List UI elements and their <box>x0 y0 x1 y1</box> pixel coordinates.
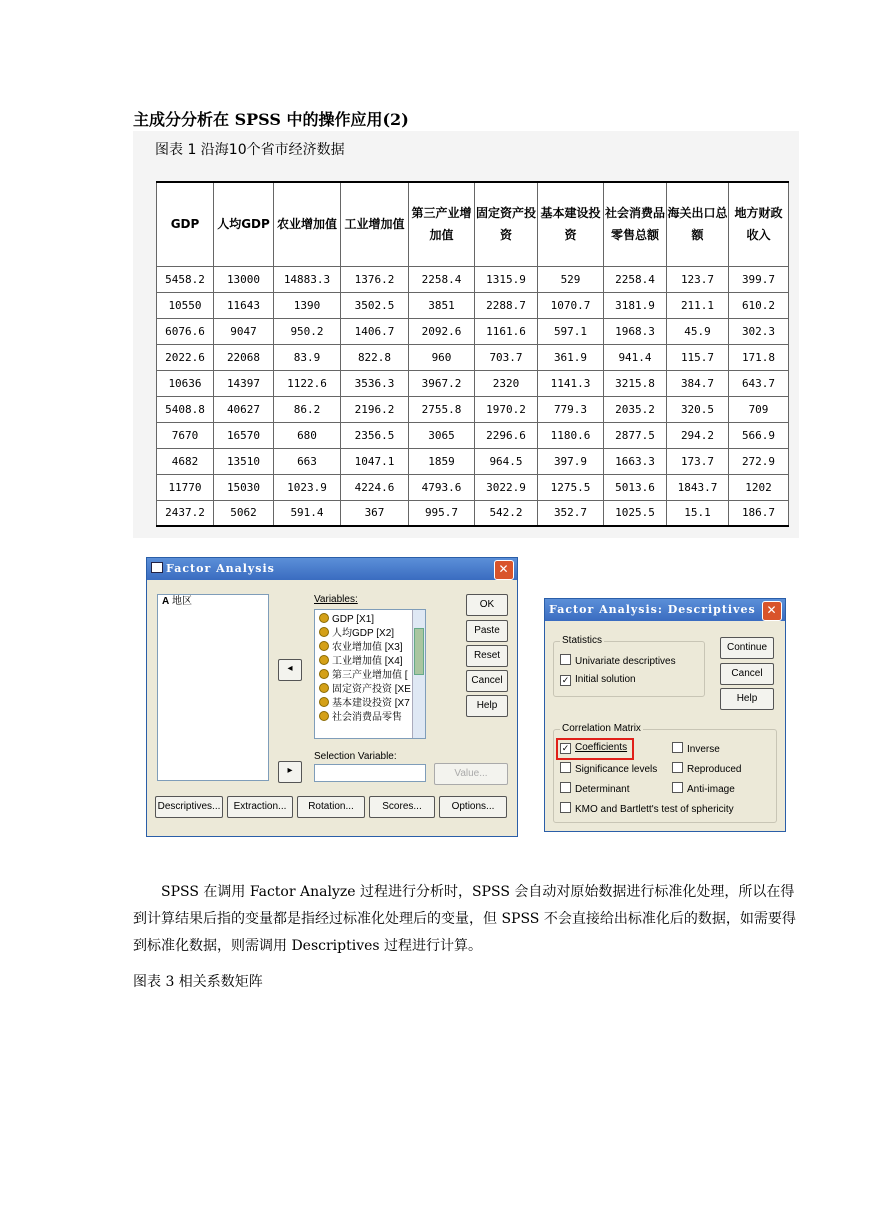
table-cell: 2196.2 <box>341 396 409 422</box>
checkbox-icon <box>560 654 571 665</box>
table-cell: 16570 <box>214 422 274 448</box>
table-cell: 367 <box>341 500 409 526</box>
table-cell: 1141.3 <box>538 370 604 396</box>
numeric-variable-icon <box>319 683 329 693</box>
column-header: 社会消费品零售总额 <box>604 182 667 266</box>
table-cell: 302.3 <box>729 318 789 344</box>
table-cell: 2288.7 <box>475 292 538 318</box>
table-cell: 1968.3 <box>604 318 667 344</box>
column-header: 农业增加值 <box>274 182 341 266</box>
factor-analysis-dialog <box>146 557 518 837</box>
continue-button[interactable]: Continue <box>720 637 774 659</box>
table-cell: 709 <box>729 396 789 422</box>
table-cell: 1275.5 <box>538 474 604 500</box>
checkbox-icon <box>560 762 571 773</box>
table-cell: 171.8 <box>729 344 789 370</box>
table-cell: 1180.6 <box>538 422 604 448</box>
numeric-variable-icon <box>319 641 329 651</box>
table-cell: 941.4 <box>604 344 667 370</box>
list-item[interactable]: 社会消费品零售 <box>315 711 425 725</box>
significance-checkbox[interactable]: Significance levels <box>560 762 657 775</box>
dialog-title: Factor Analysis <box>166 562 275 575</box>
column-header: 海关出口总额 <box>667 182 729 266</box>
table-cell: 2296.6 <box>475 422 538 448</box>
table-cell: 1406.7 <box>341 318 409 344</box>
help-button[interactable]: Help <box>720 688 774 710</box>
table-cell: 2320 <box>475 370 538 396</box>
dialog-titlebar <box>545 599 785 621</box>
table-cell: 566.9 <box>729 422 789 448</box>
table-cell: 3967.2 <box>409 370 475 396</box>
table-cell: 320.5 <box>667 396 729 422</box>
table-cell: 86.2 <box>274 396 341 422</box>
table-row <box>157 422 789 448</box>
table-cell: 397.9 <box>538 448 604 474</box>
inverse-checkbox[interactable]: Inverse <box>672 742 720 755</box>
table-cell: 3215.8 <box>604 370 667 396</box>
table-cell: 5062 <box>214 500 274 526</box>
column-header: 工业增加值 <box>341 182 409 266</box>
table-cell: 4224.6 <box>341 474 409 500</box>
table-row <box>157 500 789 526</box>
table-cell: 272.9 <box>729 448 789 474</box>
variables-label: Variables: <box>314 594 358 605</box>
figure-caption: 图表 1 沿海10个省市经济数据 <box>155 142 345 158</box>
table-cell: 9047 <box>214 318 274 344</box>
table-cell: 3851 <box>409 292 475 318</box>
column-header: 地方财政收入 <box>729 182 789 266</box>
table-cell: 3536.3 <box>341 370 409 396</box>
body-paragraph: SPSS 在调用 Factor Analyze 过程进行分析时，SPSS 会自动对原始数据进行标准化处理，所以在得到计算结果后指的变量都是指经过标准化处理后的变量，但 SPSS 不会直接给出标准化后的数据，如需要得到标准化数据，则需调用 Descriptives 过程进行计算。 <box>133 884 796 954</box>
table-row <box>157 370 789 396</box>
cancel-button[interactable]: Cancel <box>720 663 774 685</box>
highlight-box <box>556 738 634 760</box>
scrollbar-thumb[interactable] <box>414 628 424 675</box>
group-title: Statistics <box>562 635 603 646</box>
table-cell: 115.7 <box>667 344 729 370</box>
close-icon[interactable]: ✕ <box>762 601 782 621</box>
table-cell: 45.9 <box>667 318 729 344</box>
table-cell: 7670 <box>157 422 214 448</box>
column-header: 人均GDP <box>214 182 274 266</box>
dialog-title: Factor Analysis: Descriptives <box>549 603 756 616</box>
table-cell: 14883.3 <box>274 266 341 292</box>
table-cell: 173.7 <box>667 448 729 474</box>
table-cell: 529 <box>538 266 604 292</box>
table-cell: 950.2 <box>274 318 341 344</box>
selection-variable-label: Selection Variable: <box>314 751 397 762</box>
numeric-variable-icon <box>319 697 329 707</box>
table-row <box>157 448 789 474</box>
scrollbar[interactable] <box>412 610 425 738</box>
numeric-variable-icon <box>319 669 329 679</box>
checkmark-icon: ✓ <box>561 675 570 685</box>
economic-data-figure <box>133 131 799 538</box>
table-cell: 779.3 <box>538 396 604 422</box>
table-cell: 5408.8 <box>157 396 214 422</box>
kmo-checkbox[interactable]: KMO and Bartlett's test of sphericity <box>560 802 734 815</box>
table-row <box>157 474 789 500</box>
table-cell: 6076.6 <box>157 318 214 344</box>
scores-button[interactable]: Scores... <box>369 796 435 818</box>
table-cell: 10550 <box>157 292 214 318</box>
table-cell: 1843.7 <box>667 474 729 500</box>
table-cell: 186.7 <box>729 500 789 526</box>
move-selection-button[interactable]: ▸ <box>278 761 302 783</box>
column-header: 固定资产投资 <box>475 182 538 266</box>
table-cell: 22068 <box>214 344 274 370</box>
close-icon[interactable]: ✕ <box>494 560 514 580</box>
checkbox-icon <box>672 742 683 753</box>
extraction-button[interactable]: Extraction... <box>227 796 293 818</box>
table-cell: 294.2 <box>667 422 729 448</box>
table-row <box>157 266 789 292</box>
window-icon <box>151 562 163 573</box>
economic-data-table <box>156 181 789 527</box>
initial-solution-checkbox[interactable]: ✓ Initial solution <box>561 674 636 685</box>
table-cell: 361.9 <box>538 344 604 370</box>
selection-variable-field[interactable] <box>314 764 426 782</box>
table-cell: 591.4 <box>274 500 341 526</box>
source-variable-list[interactable] <box>157 594 269 781</box>
coefficients-checkbox[interactable]: ✓ Coefficients <box>561 742 628 753</box>
numeric-variable-icon <box>319 627 329 637</box>
determinant-checkbox[interactable]: Determinant <box>560 782 629 795</box>
checkbox-icon <box>672 762 683 773</box>
table-cell: 399.7 <box>729 266 789 292</box>
table-cell: 2035.2 <box>604 396 667 422</box>
reproduced-checkbox[interactable]: Reproduced <box>672 762 741 775</box>
table-cell: 14397 <box>214 370 274 396</box>
table-cell: 1859 <box>409 448 475 474</box>
list-item[interactable]: A 地区 <box>162 596 193 607</box>
table-cell: 13000 <box>214 266 274 292</box>
table-cell: 995.7 <box>409 500 475 526</box>
table-cell: 2877.5 <box>604 422 667 448</box>
column-header: GDP <box>157 182 214 266</box>
table-cell: 5458.2 <box>157 266 214 292</box>
table-row <box>157 292 789 318</box>
table-cell: 1070.7 <box>538 292 604 318</box>
table-cell: 15030 <box>214 474 274 500</box>
table-cell: 2437.2 <box>157 500 214 526</box>
selected-variables-list[interactable] <box>314 609 426 739</box>
section-heading: 主成分分析在 SPSS 中的操作应用(2) <box>133 110 409 129</box>
rotation-button[interactable]: Rotation... <box>297 796 365 818</box>
anti-image-checkbox[interactable]: Anti-image <box>672 782 735 795</box>
descriptives-dialog <box>544 598 786 832</box>
options-button[interactable]: Options... <box>439 796 507 818</box>
table-cell: 10636 <box>157 370 214 396</box>
table-cell: 4793.6 <box>409 474 475 500</box>
string-variable-icon: A <box>162 596 170 607</box>
correlation-matrix-group <box>553 723 777 823</box>
table-cell: 2022.6 <box>157 344 214 370</box>
table-cell: 2356.5 <box>341 422 409 448</box>
group-title: Correlation Matrix <box>562 723 641 734</box>
table-row <box>157 344 789 370</box>
reset-button[interactable]: Reset <box>466 645 508 667</box>
table-cell: 1023.9 <box>274 474 341 500</box>
table-cell: 1047.1 <box>341 448 409 474</box>
numeric-variable-icon <box>319 711 329 721</box>
checkmark-icon: ✓ <box>561 743 570 753</box>
table-cell: 1970.2 <box>475 396 538 422</box>
table-row <box>157 318 789 344</box>
table-cell: 822.8 <box>341 344 409 370</box>
move-right-button[interactable]: ◂ <box>278 659 302 681</box>
value-button[interactable]: Value... <box>434 763 508 785</box>
table-cell: 123.7 <box>667 266 729 292</box>
table-cell: 597.1 <box>538 318 604 344</box>
dialog-titlebar <box>147 558 517 580</box>
list-item[interactable]: 工业增加值 [X4] <box>315 655 425 669</box>
table-cell: 680 <box>274 422 341 448</box>
table-cell: 703.7 <box>475 344 538 370</box>
table-cell: 3502.5 <box>341 292 409 318</box>
table-row <box>157 396 789 422</box>
checkbox-icon <box>560 802 571 813</box>
table-cell: 542.2 <box>475 500 538 526</box>
paste-button[interactable]: Paste <box>466 620 508 642</box>
table-cell: 1390 <box>274 292 341 318</box>
list-item[interactable]: 基本建设投资 [X7 <box>315 697 425 711</box>
table-cell: 964.5 <box>475 448 538 474</box>
numeric-variable-icon <box>319 655 329 665</box>
table-cell: 1315.9 <box>475 266 538 292</box>
table-cell: 40627 <box>214 396 274 422</box>
help-button[interactable]: Help <box>466 695 508 717</box>
table-cell: 13510 <box>214 448 274 474</box>
table-cell: 384.7 <box>667 370 729 396</box>
cancel-button[interactable]: Cancel <box>466 670 508 692</box>
ok-button[interactable]: OK <box>466 594 508 616</box>
table-cell: 3022.9 <box>475 474 538 500</box>
table-cell: 2258.4 <box>604 266 667 292</box>
table-cell: 2755.8 <box>409 396 475 422</box>
table-cell: 643.7 <box>729 370 789 396</box>
descriptives-button[interactable]: Descriptives... <box>155 796 223 818</box>
univariate-checkbox[interactable]: Univariate descriptives <box>560 654 676 667</box>
table-cell: 352.7 <box>538 500 604 526</box>
checkbox-icon <box>672 782 683 793</box>
table-cell: 960 <box>409 344 475 370</box>
numeric-variable-icon <box>319 613 329 623</box>
list-item[interactable]: 第三产业增加值 [ <box>315 669 425 683</box>
list-item[interactable]: 固定资产投资 [XE <box>315 683 425 697</box>
list-item[interactable]: 人均GDP [X2] <box>315 627 425 641</box>
list-item[interactable]: 农业增加值 [X3] <box>315 641 425 655</box>
table-cell: 1376.2 <box>341 266 409 292</box>
table-cell: 11770 <box>157 474 214 500</box>
list-item[interactable]: GDP [X1] <box>315 613 425 627</box>
table-cell: 1025.5 <box>604 500 667 526</box>
table-cell: 1161.6 <box>475 318 538 344</box>
checkbox-icon <box>560 782 571 793</box>
table-cell: 11643 <box>214 292 274 318</box>
table-cell: 211.1 <box>667 292 729 318</box>
table-cell: 83.9 <box>274 344 341 370</box>
table-cell: 3181.9 <box>604 292 667 318</box>
table-cell: 1202 <box>729 474 789 500</box>
column-header: 基本建设投资 <box>538 182 604 266</box>
table-cell: 2092.6 <box>409 318 475 344</box>
table-cell: 1122.6 <box>274 370 341 396</box>
table-cell: 2258.4 <box>409 266 475 292</box>
table-header-row <box>157 182 789 266</box>
column-header: 第三产业增加值 <box>409 182 475 266</box>
table-cell: 610.2 <box>729 292 789 318</box>
table-cell: 3065 <box>409 422 475 448</box>
table-cell: 663 <box>274 448 341 474</box>
statistics-group <box>553 635 705 697</box>
figure-3-caption: 图表 3 相关系数矩阵 <box>133 974 263 990</box>
table-cell: 4682 <box>157 448 214 474</box>
table-cell: 1663.3 <box>604 448 667 474</box>
table-cell: 5013.6 <box>604 474 667 500</box>
table-cell: 15.1 <box>667 500 729 526</box>
